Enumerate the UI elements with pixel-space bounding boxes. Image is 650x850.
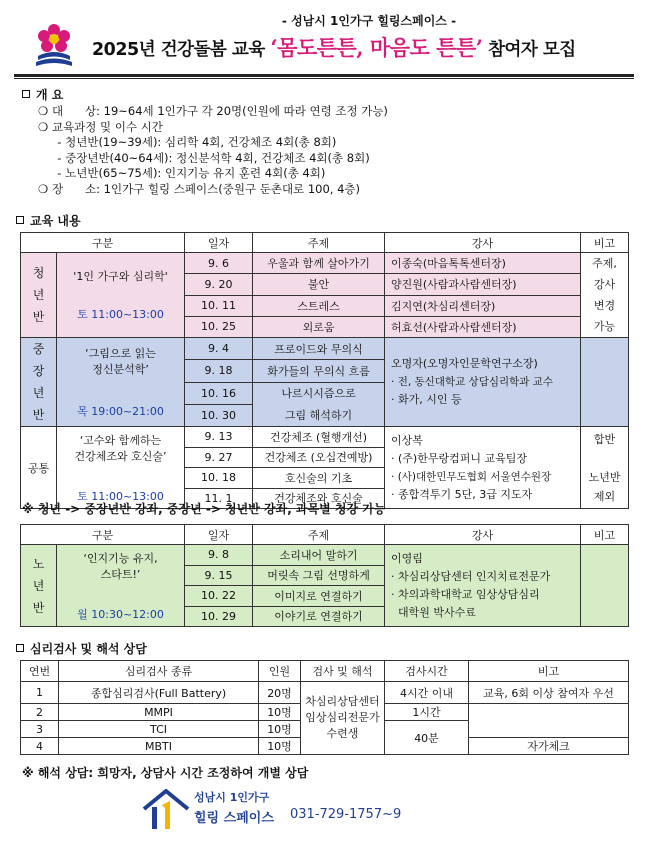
page-title (92, 32, 576, 62)
teacher-cell: 양진원(사람과사람센터장) (385, 274, 581, 295)
table-row (21, 545, 629, 566)
topic-cell: 건강체조 (혈행개선) (253, 427, 385, 448)
overview-line: - 청년반(19~39세): 심리학 4회, 건강체조 4회(총 8회) (50, 135, 337, 149)
col-category: 구분 (21, 525, 185, 545)
square-bullet-icon (16, 216, 24, 224)
header-subtitle: - 성남시 1인가구 힐링스페이스 - (281, 14, 457, 28)
col-topic: 주제 (253, 525, 385, 545)
remark-cell: 교육, 6회 이상 참여자 우선 (469, 682, 629, 704)
education-note: ※ 청년 -> 중장년반 강좌, 중장년 -> 청년반 강좌, 과목별 청강 가능 (22, 502, 386, 516)
col-remark: 비고 (581, 233, 629, 253)
col-teacher: 강사 (385, 233, 581, 253)
no-cell: 4 (21, 738, 59, 755)
col-no: 연번 (21, 661, 59, 682)
date-cell: 10. 25 (185, 316, 253, 337)
table-header-row (21, 661, 629, 682)
no-cell: 3 (21, 721, 59, 738)
senior-table (20, 524, 629, 627)
date-cell: 10. 30 (185, 404, 253, 426)
col-remark: 비고 (581, 525, 629, 545)
topic-cell: 나르시시즘으로 (253, 382, 385, 404)
date-cell: 9. 13 (185, 427, 253, 448)
common-time: 토 11:00~13:00 (77, 489, 164, 503)
senior-teacher: 이영림 · 차심리상담센터 인지치료전문가 · 차의과학대학교 임상상담심리 대학원 박사수료 (385, 545, 581, 627)
interpreter-cell: 차심리상담센터 임상심리전문가 수련생 (301, 682, 385, 755)
overview-line: ❍ 대 상: 19~64세 1인가구 각 20명(인원에 따라 연령 조정 가능) (38, 104, 388, 118)
count-cell: 20명 (259, 682, 301, 704)
count-cell: 10명 (259, 721, 301, 738)
remark-cell: 자가체크 (469, 738, 629, 755)
page-header (14, 8, 634, 72)
title-prefix: 2025년 건강돌봄 교육 (92, 40, 265, 60)
counsel-note: ※ 해석 상담: 희망자, 상담사 시간 조정하여 개별 상담 (22, 766, 309, 780)
topic-cell: 소리내어 말하기 (253, 545, 385, 566)
col-count: 인원 (259, 661, 301, 682)
topic-cell: 스트레스 (253, 295, 385, 316)
col-remark: 비고 (469, 661, 629, 682)
senior-remark (581, 545, 629, 627)
date-cell: 9. 6 (185, 253, 253, 274)
topic-cell: 건강체조와 호신술 (253, 488, 385, 509)
topic-cell: 프로이드와 무의식 (253, 338, 385, 360)
col-kind: 심리검사 종류 (59, 661, 259, 682)
table-row (21, 253, 629, 274)
middle-time: 목 19:00~21:00 (77, 405, 164, 418)
date-cell: 10. 11 (185, 295, 253, 316)
col-date: 일자 (185, 233, 253, 253)
topic-cell: 화가들의 무의식 흐름 (253, 360, 385, 382)
overview-list (38, 104, 388, 197)
footer-brand (140, 785, 460, 835)
table-row (21, 338, 629, 360)
topic-cell: 외로움 (253, 316, 385, 337)
kind-cell: MBTI (59, 738, 259, 755)
overview-line: ❍ 장 소: 1인가구 힐링 스페이스(중원구 둔촌대로 100, 4층) (38, 181, 360, 196)
no-cell: 1 (21, 682, 59, 704)
topic-cell: 이야기로 연결하기 (253, 606, 385, 627)
middle-group-label: 중 장 년 반 (21, 338, 57, 427)
teacher-cell: 이종숙(마음톡톡센터장) (385, 253, 581, 274)
date-cell: 9. 4 (185, 338, 253, 360)
count-cell: 10명 (259, 738, 301, 755)
col-interpret: 검사 및 해석 (301, 661, 385, 682)
overview-line: ❍ 교육과정 및 이수 시간 (38, 119, 163, 134)
footer-org-bottom: 힐링 스페이스 (194, 811, 274, 826)
count-cell: 10명 (259, 704, 301, 721)
counsel-heading: 심리검사 및 해석 상담 (16, 640, 147, 657)
common-teacher: 이상복 · (주)한무랑컴퍼니 교육팀장 · (사)대한민무도협회 서울연수원장 · 종합격투기 5단, 3급 지도자 (385, 427, 581, 509)
date-cell: 10. 29 (185, 606, 253, 627)
time-cell: 40분 (385, 721, 469, 755)
senior-course: ‘인지기능 유지, 스타트!’ 월 10:30~12:00 (57, 545, 185, 627)
topic-cell: 우울과 함께 살아가기 (253, 253, 385, 274)
col-time: 검사시간 (385, 661, 469, 682)
col-category: 구분 (21, 233, 185, 253)
date-cell: 9. 15 (185, 565, 253, 586)
topic-cell: 이미지로 연결하기 (253, 586, 385, 607)
no-cell: 2 (21, 704, 59, 721)
kind-cell: MMPI (59, 704, 259, 721)
table-header-row (21, 233, 629, 253)
teacher-cell: 허효선(사람과사람센터장) (385, 316, 581, 337)
footer-org-top: 성남시 1인가구 (194, 791, 270, 804)
col-date: 일자 (185, 525, 253, 545)
header-divider (14, 74, 634, 77)
date-cell: 9. 8 (185, 545, 253, 566)
middle-course: ‘그림으로 읽는 정신분석학’ 목 19:00~21:00 (57, 338, 185, 427)
topic-cell: 건강체조 (오십견예방) (253, 447, 385, 468)
title-accent: ‘몸도튼튼, 마음도 튼튼’ (270, 35, 483, 60)
kind-cell: TCI (59, 721, 259, 738)
header-divider-thin (14, 78, 634, 79)
education-table (20, 232, 629, 509)
counsel-table (20, 660, 629, 755)
education-heading: 교육 내용 (16, 212, 81, 229)
col-teacher: 강사 (385, 525, 581, 545)
table-row (21, 427, 629, 448)
date-cell: 9. 18 (185, 360, 253, 382)
senior-group-label: 노 년 반 (21, 545, 57, 627)
square-bullet-icon (22, 90, 30, 98)
youth-time: 토 11:00~13:00 (77, 308, 164, 321)
time-cell: 1시간 (385, 704, 469, 721)
topic-cell: 그림 해석하기 (253, 404, 385, 426)
youth-group-label: 청 년 반 (21, 253, 57, 338)
topic-cell: 불안 (253, 274, 385, 295)
date-cell: 10. 22 (185, 586, 253, 607)
common-course: ‘고수와 함께하는 건강체조와 호신술’ 토 11:00~13:00 (57, 427, 185, 509)
square-bullet-icon (16, 644, 24, 652)
teacher-cell: 김지연(차심리센터장) (385, 295, 581, 316)
overview-line: - 중장년반(40~64세): 정신분석학 4회, 건강체조 4회(총 8회) (50, 150, 370, 165)
youth-course: '1인 가구와 심리학' 토 11:00~13:00 (57, 253, 185, 338)
date-cell: 11. 1 (185, 488, 253, 509)
senior-time: 월 10:30~12:00 (77, 607, 164, 621)
topic-cell: 머릿속 그림 선명하게 (253, 565, 385, 586)
house-logo-icon (140, 787, 192, 831)
table-header-row (21, 525, 629, 545)
common-remark: 합반 노년반 제외 (581, 427, 629, 509)
remark-cell (469, 704, 629, 738)
table-row (21, 682, 629, 704)
col-topic: 주제 (253, 233, 385, 253)
overview-heading: 개 요 (22, 86, 63, 103)
footer-phone: 031-729-1757~9 (290, 807, 402, 822)
date-cell: 9. 27 (185, 447, 253, 468)
title-suffix: 참여자 모집 (488, 40, 576, 60)
overview-line: - 노년반(65~75세): 인지기능 유지 훈련 4회(총 4회) (50, 166, 326, 180)
date-cell: 9. 20 (185, 274, 253, 295)
middle-remark (581, 338, 629, 427)
topic-cell: 호신술의 기초 (253, 468, 385, 489)
date-cell: 10. 18 (185, 468, 253, 489)
date-cell: 10. 16 (185, 382, 253, 404)
time-cell: 4시간 이내 (385, 682, 469, 704)
kind-cell: 종합심리검사(Full Battery) (59, 682, 259, 704)
middle-teacher: 오명자(오명자인문학연구소장) · 전, 동신대학교 상담심리학과 교수 · 화가, 시인 등 (385, 338, 581, 427)
common-group-label: 공통 (21, 427, 57, 509)
youth-remark: 주제, 강사 변경 가능 (581, 253, 629, 338)
